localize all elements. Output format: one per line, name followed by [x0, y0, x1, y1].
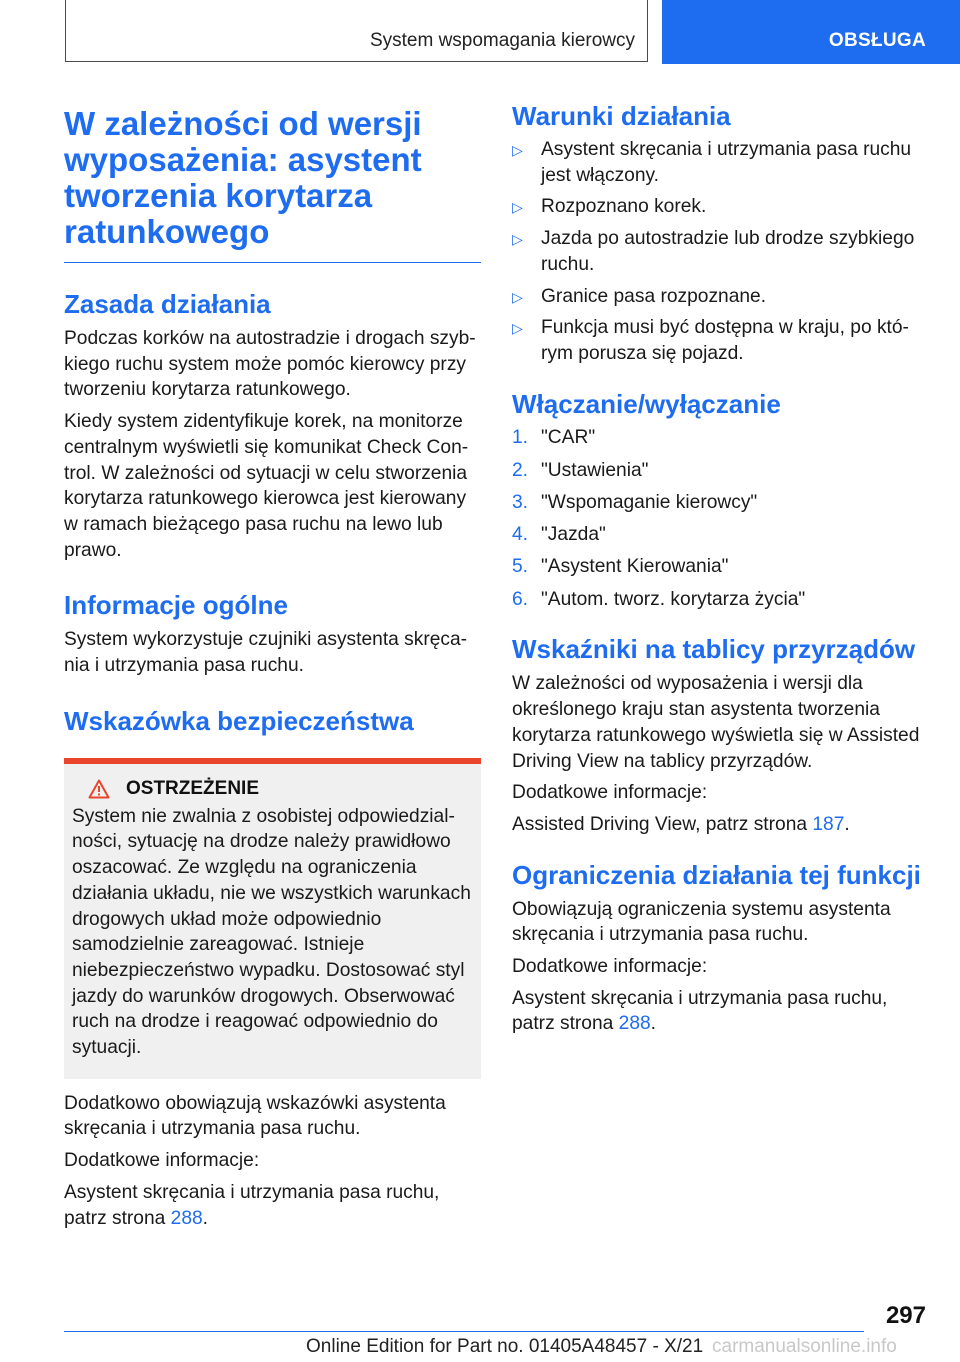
heading-wlaczanie: Włączanie/wyłączanie	[512, 388, 781, 419]
heading-warunki: Warunki działania	[512, 101, 731, 131]
section-title: System wspomagania kierowcy	[369, 30, 635, 51]
reference-end: .	[650, 1013, 657, 1035]
list-item	[512, 194, 932, 220]
step-item	[512, 554, 932, 580]
step-text: "Autom. tworz. korytarza życia"	[541, 588, 806, 610]
list-item-text: Asystent skręcania i utrzymania pasa ruchu jest włączony.	[541, 139, 912, 186]
wskazniki-paragraph-2: Dodatkowe informacje:	[512, 782, 708, 804]
bullet-triangle-icon: ▷	[512, 320, 523, 337]
title-divider	[64, 262, 481, 263]
step-item	[512, 425, 932, 451]
step-item	[512, 458, 932, 484]
step-number: 2.	[512, 459, 529, 481]
watermark-text: carmanualsonline.info	[712, 1336, 897, 1357]
step-number: 4.	[512, 524, 529, 546]
list-item-text: Granice pasa rozpoznane.	[541, 285, 767, 307]
left-column	[64, 106, 481, 1231]
step-item	[512, 490, 932, 516]
warunki-list	[512, 137, 932, 367]
step-item	[512, 522, 932, 548]
page-title: W zależności od wersji wyposażenia: asystent tworzenia korytarza ratunkowego	[64, 105, 422, 250]
heading-wskazniki: Wskaźniki na tablicy przyrządów	[512, 634, 916, 665]
bullet-triangle-icon: ▷	[512, 288, 523, 305]
warning-text: System nie zwalnia z osobistej odpowiedzialności, sytuację na drodze należy prawidłowo oszacować. Ze względu na ograniczenia działania układu, nie we wszystkich warunkach drogowych układ może odpowiednio samodzielnie zareagować. Istnieje niebezpieczeństwo wypadku. Dostosować styl jazdy do warunków drogowych. Obserwować ruch na drodze i reagować odpowiednio do sytuacji.	[72, 805, 471, 1059]
bullet-triangle-icon: ▷	[512, 142, 523, 158]
wskazniki-reference	[512, 812, 932, 838]
heading-bezpieczenstwo: Wskazówka bezpieczeństwa	[64, 705, 414, 736]
bezpieczenstwo-paragraph-1: Dodatkowo obowiązują wskazówki asystenta skręcania i utrzymania pasa ruchu.	[64, 1092, 446, 1140]
ograniczenia-paragraph-1: Obowiązują ograniczenia systemu asystenta skręcania i utrzymania pasa ruchu.	[512, 898, 891, 946]
page-link-288[interactable]: 288	[618, 1013, 651, 1035]
footer-divider	[64, 1331, 864, 1332]
bullet-triangle-icon: ▷	[512, 231, 523, 248]
page-link-288[interactable]: 288	[170, 1207, 203, 1229]
warning-label: OSTRZEŻENIE	[126, 777, 260, 799]
header-box	[65, 0, 648, 62]
step-number: 1.	[512, 427, 529, 449]
list-item	[512, 226, 932, 277]
reference-end: .	[844, 813, 850, 835]
heading-ograniczenia: Ograniczenia działania tej funkcji	[512, 859, 921, 890]
step-number: 3.	[512, 491, 529, 513]
step-text: "Jazda"	[541, 524, 606, 546]
right-column	[512, 101, 932, 1037]
chapter-tab-label: OBSŁUGA	[828, 30, 926, 51]
list-item-text: Funkcja musi być dostępna w kraju, po którym porusza się pojazd.	[541, 317, 909, 364]
page-link-187[interactable]: 187	[812, 813, 845, 835]
list-item	[512, 137, 932, 188]
step-text: "Asystent Kierowania"	[541, 556, 729, 578]
heading-zasada: Zasada działania	[64, 289, 271, 319]
reference-end: .	[202, 1207, 209, 1229]
heading-informacje: Informacje ogólne	[64, 590, 288, 621]
reference-text: Asystent skręcania i utrzymania pasa ruchu, patrz strona	[512, 987, 888, 1035]
list-item	[512, 315, 932, 366]
informacje-paragraph: System wykorzystuje czujniki asystenta skręcania i utrzymania pasa ruchu.	[64, 629, 468, 677]
step-number: 5.	[512, 556, 529, 578]
step-item	[512, 587, 932, 613]
warning-box	[64, 764, 481, 1079]
reference-text: Asystent skręcania i utrzymania pasa ruchu, patrz strona	[64, 1181, 440, 1229]
wskazniki-paragraph-1: W zależności od wyposażenia i wersji dla określonego kraju stan asystenta tworzenia korytarza ratunkowego wyświetla się w Assisted Driving View na tablicy przyrządów.	[512, 673, 920, 772]
reference-text: Assisted Driving View, patrz strona	[512, 813, 813, 835]
warning-header	[72, 778, 471, 800]
list-item-text: Rozpoznano korek.	[541, 196, 707, 218]
bezpieczenstwo-paragraph-2: Dodatkowe informacje:	[64, 1150, 260, 1172]
wlaczanie-steps	[512, 425, 932, 612]
ograniczenia-reference	[512, 986, 932, 1037]
step-text: "Wspomaganie kierowcy"	[541, 491, 758, 513]
warning-triangle-icon	[88, 779, 110, 799]
step-text: "CAR"	[541, 427, 596, 449]
zasada-paragraph-1: Podczas korków na autostradzie i drogach szybkiego ruchu system może pomóc kierowcy przy tworzeniu korytarza ratunkowego.	[64, 328, 476, 401]
page-number: 297	[885, 1302, 926, 1329]
bezpieczenstwo-reference	[64, 1180, 481, 1231]
list-item-text: Jazda po autostradzie lub drodze szybkiego ruchu.	[541, 228, 915, 275]
bullet-triangle-icon: ▷	[512, 199, 523, 216]
zasada-paragraph-2: Kiedy system zidentyfikuje korek, na monitorze centralnym wyświetli się komunikat Check Control. W zależności od sytuacji w celu stworzenia korytarza ratunkowego kierowca jest kierowany w ramach bieżącego pasa ruchu na lewo lub prawo.	[64, 411, 469, 561]
ograniczenia-paragraph-2: Dodatkowe informacje:	[512, 956, 708, 978]
chapter-tab[interactable]	[662, 0, 960, 64]
step-text: "Ustawienia"	[541, 459, 649, 481]
step-number: 6.	[512, 588, 529, 610]
edition-text: Online Edition for Part no. 01405A48457 - X/21	[306, 1336, 704, 1357]
list-item	[512, 284, 932, 310]
